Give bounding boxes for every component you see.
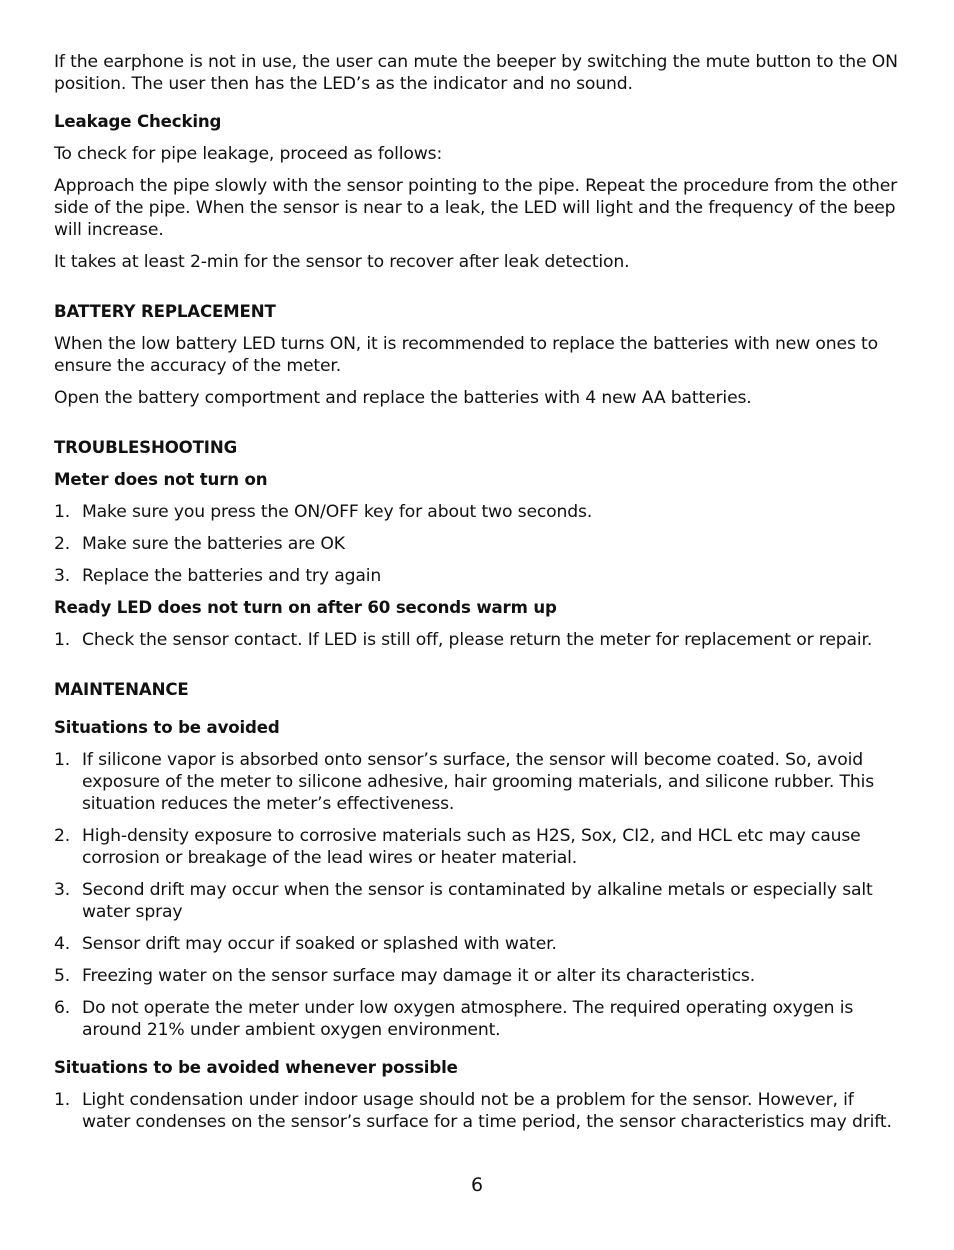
list-number: 4. (54, 934, 71, 954)
list-number: 1. (54, 1090, 71, 1110)
troubleshooting-subheading-2: Ready LED does not turn on after 60 seconds warm up (54, 598, 557, 617)
list-text: Make sure you press the ON/OFF key for about two seconds. (82, 502, 593, 522)
page-number: 6 (471, 1174, 483, 1196)
list-item (54, 565, 906, 587)
list-item (54, 501, 906, 523)
list-text: If silicone vapor is absorbed onto sensor’s surface, the sensor will become coated. So, avoid exposure of the meter to silicone adhesive, hair grooming materials, and silicone rubber. This situation reduces the meter’s effectiveness. (82, 750, 875, 814)
battery-paragraph-2: Open the battery comportment and replace the batteries with 4 new AA batteries. (54, 388, 752, 408)
intro-paragraph: If the earphone is not in use, the user can mute the beeper by switching the mute button to the ON position. The user then has the LED’s as the indicator and no sound. (54, 52, 898, 94)
list-item (54, 997, 906, 1041)
list-text: High-density exposure to corrosive materials such as H2S, Sox, CI2, and HCL etc may cause corrosion or breakage of the lead wires or heater material. (82, 826, 861, 868)
list-item (54, 933, 906, 955)
list-item (54, 749, 906, 815)
list-number: 3. (54, 566, 71, 586)
list-text: Sensor drift may occur if soaked or splashed with water. (82, 934, 557, 954)
list-number: 1. (54, 502, 71, 522)
leakage-paragraph-3: It takes at least 2-min for the sensor to recover after leak detection. (54, 252, 630, 272)
maintenance-heading: MAINTENANCE (54, 680, 189, 699)
list-number: 1. (54, 630, 71, 650)
list-number: 5. (54, 966, 71, 986)
list-number: 3. (54, 880, 71, 900)
list-number: 1. (54, 750, 71, 770)
troubleshooting-heading: TROUBLESHOOTING (54, 438, 238, 457)
document-page (54, 51, 906, 1133)
leakage-paragraph-2: Approach the pipe slowly with the sensor pointing to the pipe. Repeat the procedure from the other side of the pipe. When the sensor is near to a leak, the LED will light and the frequency of the beep will increase. (54, 176, 898, 240)
list-item (54, 825, 906, 869)
list-number: 2. (54, 534, 71, 554)
list-number: 6. (54, 998, 71, 1018)
list-number: 2. (54, 826, 71, 846)
leakage-heading: Leakage Checking (54, 112, 222, 131)
list-text: Second drift may occur when the sensor is contaminated by alkaline metals or especially salt water spray (82, 880, 873, 922)
leakage-paragraph-1: To check for pipe leakage, proceed as follows: (54, 144, 443, 164)
list-text: Replace the batteries and try again (82, 566, 382, 586)
list-item (54, 965, 906, 987)
list-item (54, 533, 906, 555)
list-text: Check the sensor contact. If LED is still off, please return the meter for replacement or repair. (82, 630, 873, 650)
battery-paragraph-1: When the low battery LED turns ON, it is recommended to replace the batteries with new ones to ensure the accuracy of the meter. (54, 334, 879, 376)
troubleshooting-subheading-1: Meter does not turn on (54, 470, 268, 489)
battery-heading: BATTERY REPLACEMENT (54, 302, 276, 321)
list-text: Do not operate the meter under low oxygen atmosphere. The required operating oxygen is around 21% under ambient oxygen environment. (82, 998, 854, 1040)
maintenance-subheading-2: Situations to be avoided whenever possible (54, 1058, 458, 1077)
list-item (54, 629, 906, 651)
list-text: Freezing water on the sensor surface may damage it or alter its characteristics. (82, 966, 756, 986)
list-item (54, 879, 906, 923)
list-item (54, 1089, 906, 1133)
list-text: Make sure the batteries are OK (82, 534, 345, 554)
list-text: Light condensation under indoor usage should not be a problem for the sensor. However, if water condenses on the sensor’s surface for a time period, the sensor characteristics may drift. (82, 1090, 892, 1132)
maintenance-subheading-1: Situations to be avoided (54, 718, 280, 737)
